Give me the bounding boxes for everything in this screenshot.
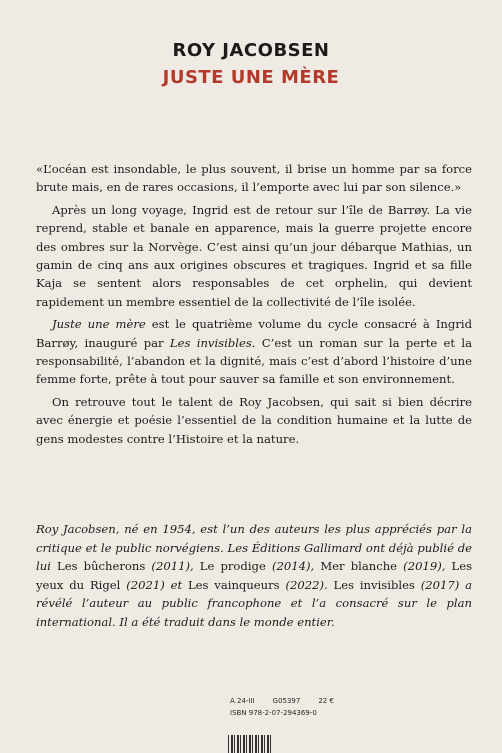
bio-book-4: Les yeux du Rigel: [36, 559, 473, 592]
blurb-paragraph-2-text-b: . C’est un roman sur la perte et la responsabilité, l’abandon et la dignité, mais c’est d’abord l’histoire d’une femme forte, prête à tout pour sauver sa famille et son environnement.: [36, 335, 473, 387]
bio-year-2: (2014),: [265, 559, 321, 574]
bio-year-1: (2011),: [145, 559, 200, 574]
code-b: G05397: [272, 697, 301, 705]
bio-year-4: (2021) et: [120, 577, 188, 592]
code-a: A 24-III: [230, 697, 255, 705]
barcode-info: [230, 696, 334, 718]
bio-book-5: Les vainqueurs: [187, 577, 280, 592]
blurb-paragraph-1: Après un long voyage, Ingrid est de retour sur l’île de Barrøy. La vie reprend, stable et banale en apparence, mais la guerre projette encore des ombres sur la Norvège. C’est ainsi qu’un jour débarque Mathias, un gamin de cinq ans aux origines obscures et tragiques. Ingrid et sa fille Kaja se sentent alors responsables de cet orphelin, qui devient rapidement un membre essentiel de la collectivité de l’île isolée.: [36, 202, 472, 309]
series-title-inline: Les invisibles: [169, 335, 252, 350]
bio-book-6: Les invisibles: [333, 577, 415, 592]
cover-header: [0, 0, 502, 88]
book-title: JUSTE UNE MÈRE: [162, 67, 340, 88]
bio-year-5: (2022).: [279, 577, 334, 592]
bio-text-c: (2017) a révélé l’auteur au public francophone et l’a consacré sur le plan international. Il a été traduit dans le monde entier.: [36, 577, 473, 629]
author-name: ROY JACOBSEN: [172, 40, 330, 61]
bio-year-3: (2019),: [397, 559, 452, 574]
blurb-paragraph-2-text-a: est le quatrième volume du cycle consacré à Ingrid Barrøy, inauguré par: [36, 317, 472, 350]
opening-quote: «L’océan est insondable, le plus souvent, il brise un homme par sa force brute mais, en de rares occasions, il l’emporte avec lui par son silence.»: [36, 162, 472, 195]
blurb: [36, 160, 472, 452]
bio-book-1: Les bûcherons: [57, 559, 146, 574]
bio-book-3: Mer blanche: [320, 559, 398, 574]
blurb-paragraph-3: On retrouve tout le talent de Roy Jacobsen, qui sait si bien décrire avec énergie et poésie l’essentiel de la condition humaine et la lutte de gens modestes contre l’Histoire et la nature.: [36, 394, 472, 446]
bio-book-2: Le prodige: [199, 559, 266, 574]
barcode-image: [228, 735, 272, 753]
author-bio: [36, 520, 472, 632]
book-title-inline: Juste une mère: [52, 317, 146, 332]
isbn: ISBN 978-2-07-294369-0: [230, 709, 317, 717]
blurb-paragraph-2: [36, 315, 472, 389]
bio-text-a: Roy Jacobsen, né en 1954, est l’un des auteurs les plus appréciés par la critique et le public norvégiens. Les Éditions Gallimard ont déjà publié de lui: [36, 522, 472, 574]
barcode-codes: [230, 696, 334, 706]
price: 22 €: [318, 697, 334, 705]
